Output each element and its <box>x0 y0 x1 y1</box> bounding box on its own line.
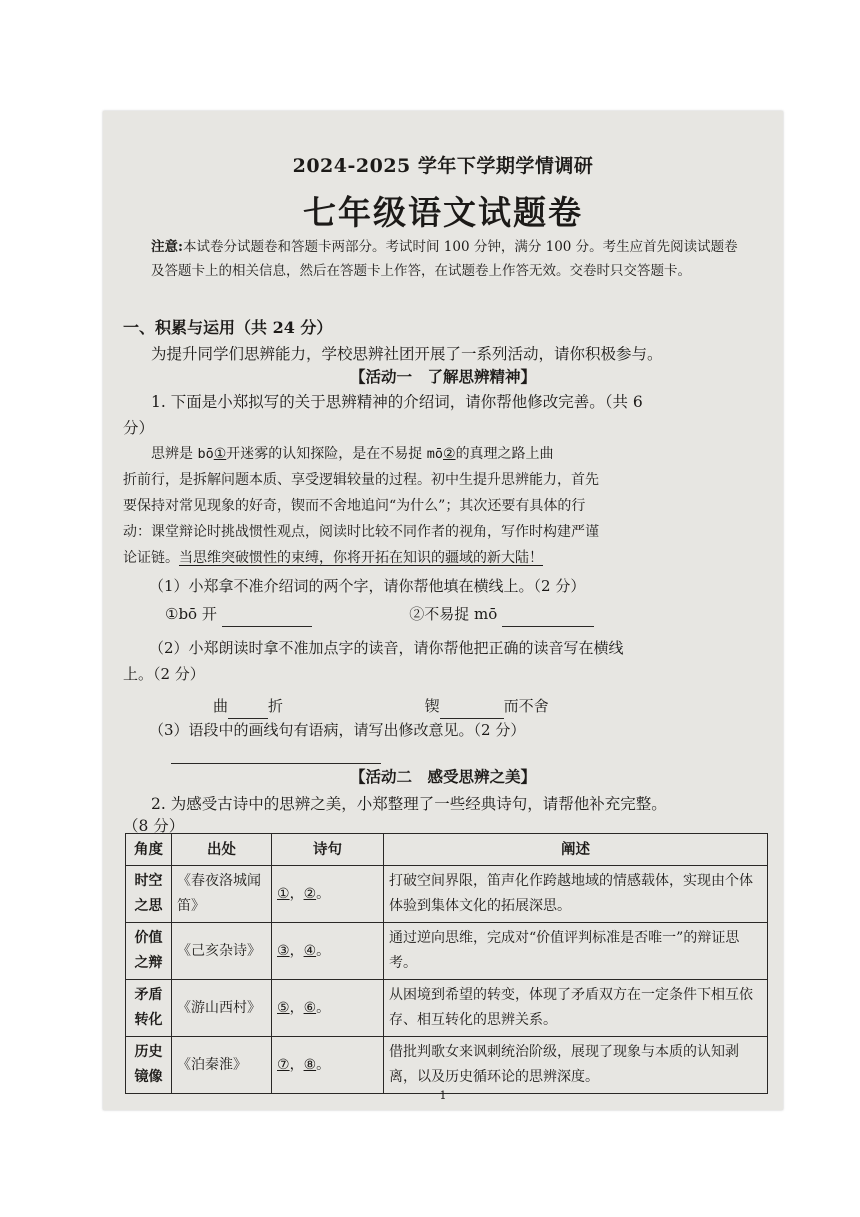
table-header-row <box>126 834 768 866</box>
passage-line3: 要保持对常见现象的好奇，锲而不舍地追问“为什么”；其次还要有具体的行 <box>123 498 586 514</box>
cell-source: 《泊秦淮》 <box>172 1037 272 1094</box>
header-desc: 阐述 <box>384 834 768 866</box>
table-row <box>126 866 768 923</box>
table-row <box>126 1037 768 1094</box>
activity1-heading: 【活动一 了解思辨精神】 <box>349 367 536 386</box>
poem-table <box>125 833 768 1094</box>
answer-blank-sub3[interactable] <box>171 747 381 764</box>
cell-angle: 价值之辩 <box>126 923 172 980</box>
question1-line2: 分） <box>123 419 155 437</box>
notice-label: 注意: <box>151 239 183 255</box>
cell-desc: 通过逆向思维，完成对“价值评判标准是否唯一”的辩证思考。 <box>384 923 768 980</box>
header-angle: 角度 <box>126 834 172 866</box>
sub-question-1: （1）小郑拿不准介绍词的两个字，请你帮他填在横线上。（2 分） <box>149 577 586 595</box>
header-source: 出处 <box>172 834 272 866</box>
passage-line5: 论证链。当思维突破惯性的束缚，你将开拓在知识的疆域的新大陆！ <box>123 550 543 566</box>
cell-verse[interactable]: ③，④。 <box>272 923 384 980</box>
passage-line1: 思辨是 bō①开迷雾的认知探险，是在不易捉 mō②的真理之路上曲 <box>151 441 766 467</box>
page-number: 1 <box>439 1089 447 1102</box>
notice-text: 本试卷分试题卷和答题卡两部分。考试时间 100 分钟，满分 100 分。考生应首先阅读试题卷及答题卡上的相关信息，然后在答题卡上作答，在试题卷上作答无效。交卷时只交答题卡。 <box>151 239 738 279</box>
cell-verse[interactable]: ①，②。 <box>272 866 384 923</box>
exam-title: 七年级语文试题卷 <box>303 193 583 232</box>
cell-desc: 借批判歌女来讽刺统治阶级，展现了现象与本质的认知剥离，以及历史循环论的思辨深度。 <box>384 1037 768 1094</box>
sub1-answer-row <box>165 601 785 627</box>
pinyin-bo: bō <box>197 446 214 462</box>
dotted-char-qie: 锲 <box>424 697 440 715</box>
exam-year-line: 2024-2025 学年下学期学情调研 <box>292 155 594 177</box>
question1-line1: 1. 下面是小郑拟写的关于思辨精神的介绍词，请你帮他修改完善。（共 6 <box>151 393 643 411</box>
sub-question-2-line2: 上。（2 分） <box>123 665 205 683</box>
question2-line1: 2. 为感受古诗中的思辨之美，小郑整理了一些经典诗句，请帮他补充完整。 <box>151 795 667 813</box>
cell-verse[interactable]: ⑤，⑥。 <box>272 980 384 1037</box>
header-verse: 诗句 <box>272 834 384 866</box>
cell-verse[interactable]: ⑦，⑧。 <box>272 1037 384 1094</box>
sub-question-3: （3）语段中的画线句有语病，请写出修改意见。（2 分） <box>149 721 526 739</box>
blank-2: ② <box>443 446 456 462</box>
cell-source: 《己亥杂诗》 <box>172 923 272 980</box>
blank-1: ① <box>213 446 227 462</box>
passage-line4: 动：课堂辩论时挑战惯性观点，阅读时比较不同作者的视角，写作时构建严谨 <box>123 524 599 540</box>
pinyin-mo: mō <box>426 446 443 462</box>
sub1-item-b: ②不易捉 mō <box>409 605 498 623</box>
cell-angle: 历史镜像 <box>126 1037 172 1094</box>
table-row <box>126 923 768 980</box>
question2-line2: （8 分） <box>123 817 185 835</box>
dotted-char-qu: 曲 <box>213 697 229 715</box>
section-heading: 一、积累与运用（共 24 分） <box>123 318 333 337</box>
cell-angle: 矛盾转化 <box>126 980 172 1037</box>
table-row <box>126 980 768 1037</box>
cell-angle: 时空之思 <box>126 866 172 923</box>
cell-desc: 从困境到希望的转变，体现了矛盾双方在一定条件下相互依存、相互转化的思辨关系。 <box>384 980 768 1037</box>
cell-desc: 打破空间界限，笛声化作跨越地域的情感载体，实现由个体体验到集体文化的拓展深思。 <box>384 866 768 923</box>
answer-blank-b[interactable] <box>502 610 594 627</box>
cell-source: 《春夜洛城闻笛》 <box>172 866 272 923</box>
answer-blank-a[interactable] <box>222 610 312 627</box>
sub2-answer-row: 曲 折 锲 而不舍 <box>213 693 833 719</box>
sub1-item-a: ①bō 开 <box>165 605 217 623</box>
notice <box>151 235 751 283</box>
section-intro: 为提升同学们思辨能力，学校思辨社团开展了一系列活动，请你积极参与。 <box>151 345 663 363</box>
activity2-heading: 【活动二 感受思辨之美】 <box>349 767 536 786</box>
cell-source: 《游山西村》 <box>172 980 272 1037</box>
underlined-sentence: 当思维突破惯性的束缚，你将开拓在知识的疆域的新大陆！ <box>179 550 543 566</box>
sub-question-2-line1: （2）小郑朗读时拿不准加点字的读音，请你帮他把正确的读音写在横线 <box>149 639 624 657</box>
exam-paper <box>103 111 783 1110</box>
passage-line2: 折前行，是拆解问题本质、享受逻辑较量的过程。初中生提升思辨能力，首先 <box>123 472 599 488</box>
